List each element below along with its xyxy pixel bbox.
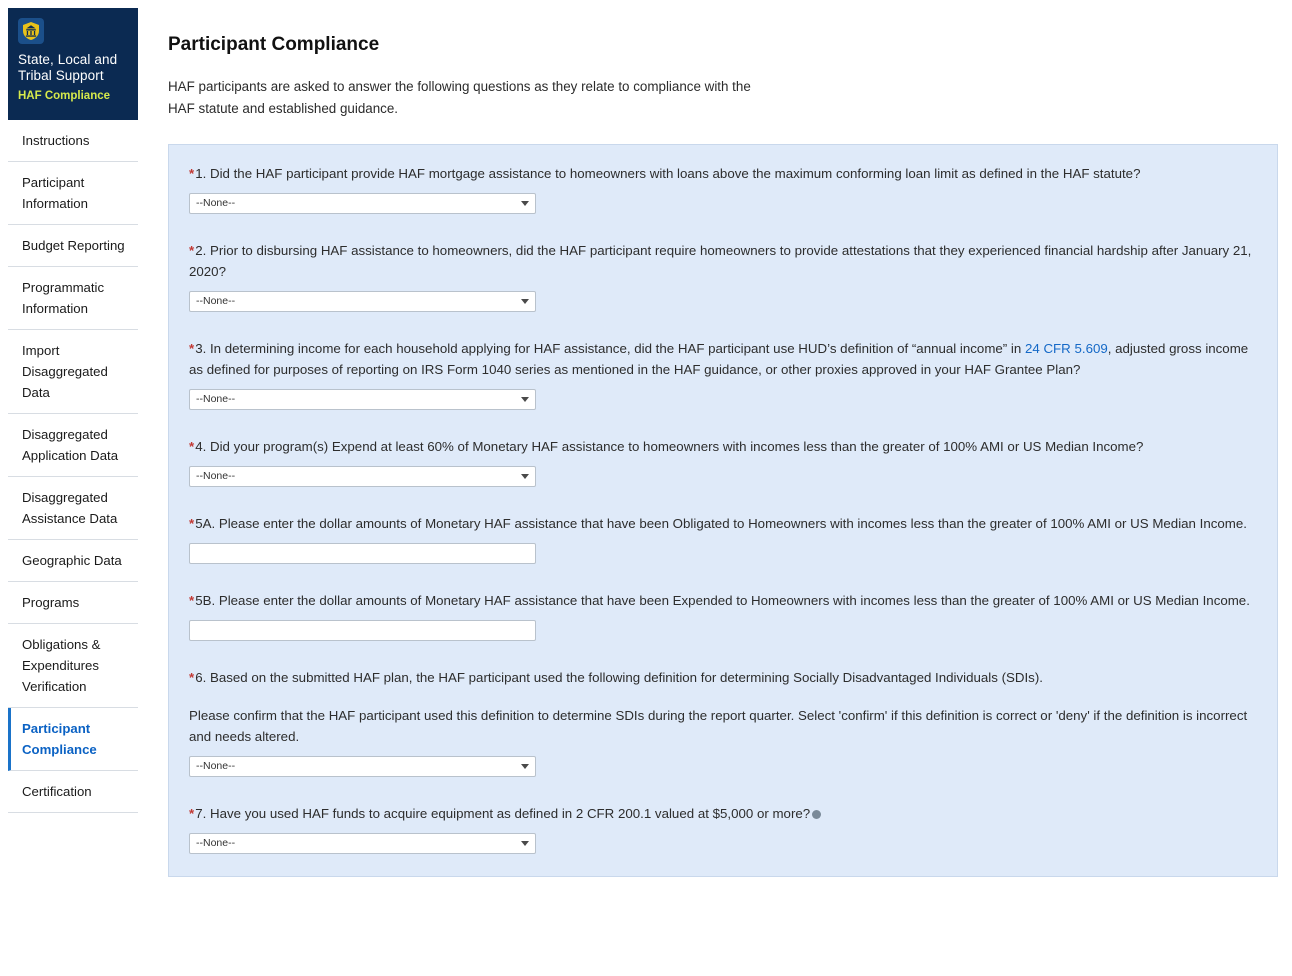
question-q5a-text: [189, 513, 1259, 534]
brand-title: State, Local and Tribal Support: [18, 52, 118, 83]
question-q1: [189, 163, 1259, 214]
sidebar-nav: [8, 120, 138, 813]
question-q3: [189, 338, 1259, 410]
question-q7: [189, 803, 1259, 854]
intro-line-1: HAF participants are asked to answer the following questions as they relate to compliance with the: [168, 79, 751, 94]
question-q4-text: [189, 436, 1259, 457]
question-q6-select-wrap: [189, 756, 536, 777]
sidebar-item-obligations-expenditures-verification[interactable]: [8, 624, 138, 708]
question-q2-text: [189, 240, 1259, 282]
required-asterisk: *: [189, 806, 195, 821]
question-q2-select-wrap: [189, 291, 536, 312]
sidebar-item-participant-information[interactable]: [8, 162, 138, 225]
question-q5b: [189, 590, 1259, 641]
required-asterisk: *: [189, 670, 195, 685]
sidebar-item-label: Participant Compliance: [22, 721, 97, 757]
question-q2-select[interactable]: [189, 291, 536, 312]
question-q1-select-wrap: [189, 193, 536, 214]
required-asterisk: *: [189, 341, 195, 356]
question-q4-label: 4. Did your program(s) Expend at least 60% of Monetary HAF assistance to homeowners with incomes less than the greater of 100% AMI or US Median Income?: [195, 439, 1144, 454]
sidebar-item-label: Disaggregated Application Data: [22, 427, 119, 463]
sidebar-item-label: Obligations & Expenditures Verification: [22, 637, 101, 694]
question-q3-text-part2: , adjusted gross income as defined for purposes of reporting on IRS Form 1040 series as mentioned in the HAF guidance, or other proxies approved in your HAF Grantee Plan?: [189, 341, 1249, 377]
question-q1-text: [189, 163, 1259, 184]
question-q6-text-secondary: Please confirm that the HAF participant used this definition to determine SDIs during the report quarter. Select 'confirm' if this definition is correct or 'deny' if the definition is incorrect and needs altered.: [189, 708, 1248, 744]
sidebar-item-participant-compliance[interactable]: [8, 708, 138, 771]
question-q4-select-wrap: [189, 466, 536, 487]
sidebar-item-label: Certification: [22, 784, 92, 799]
question-q2: [189, 240, 1259, 312]
sidebar-item-disaggregated-assistance-data[interactable]: [8, 477, 138, 540]
question-q5a-input[interactable]: [189, 543, 536, 564]
required-asterisk: *: [189, 166, 195, 181]
required-asterisk: *: [189, 439, 195, 454]
intro-text: [168, 76, 868, 120]
brand-subtitle: HAF Compliance: [18, 90, 111, 102]
sidebar-item-geographic-data[interactable]: [8, 540, 138, 582]
question-q7-select[interactable]: [189, 833, 536, 854]
question-q3-text-part1: 3. In determining income for each household applying for HAF assistance, did the HAF participant use HUD’s definition of “annual income” in: [195, 341, 1025, 356]
sidebar-item-label: Disaggregated Assistance Data: [22, 490, 118, 526]
question-q7-text: [189, 803, 1259, 824]
question-q5a: [189, 513, 1259, 564]
question-q4: [189, 436, 1259, 487]
shield-bank-icon: [18, 18, 44, 44]
main-content: [168, 0, 1292, 877]
brand-header: [8, 8, 138, 120]
question-q6-select[interactable]: [189, 756, 536, 777]
question-q1-label: 1. Did the HAF participant provide HAF mortgage assistance to homeowners with loans above the maximum conforming loan limit as defined in the HAF statute?: [195, 166, 1141, 181]
sidebar-item-programmatic-information[interactable]: [8, 267, 138, 330]
sidebar-item-programs[interactable]: [8, 582, 138, 624]
required-asterisk: *: [189, 516, 195, 531]
sidebar-item-label: Geographic Data: [22, 553, 122, 568]
page-title: Participant Compliance: [168, 34, 380, 55]
intro-line-2: HAF statute and established guidance.: [168, 101, 399, 116]
question-q3-text: [189, 338, 1259, 380]
sidebar-item-label: Programs: [22, 595, 80, 610]
sidebar-item-label: Import Disaggregated Data: [22, 343, 108, 400]
question-q5b-label: 5B. Please enter the dollar amounts of Monetary HAF assistance that have been Expended to Homeowners with incomes less than the greater of 100% AMI or US Median Income.: [195, 593, 1250, 608]
required-asterisk: *: [189, 593, 195, 608]
question-q2-label: 2. Prior to disbursing HAF assistance to homeowners, did the HAF participant require homeowners to provide attestations that they experienced financial hardship after January 21, 2020?: [189, 243, 1252, 279]
sidebar-item-import-disaggregated-data[interactable]: [8, 330, 138, 414]
required-asterisk: *: [189, 243, 195, 258]
sidebar-item-instructions[interactable]: [8, 120, 138, 162]
sidebar-item-budget-reporting[interactable]: [8, 225, 138, 267]
question-q3-select[interactable]: [189, 389, 536, 410]
compliance-questions-panel: [168, 144, 1278, 877]
question-q6-label: 6. Based on the submitted HAF plan, the HAF participant used the following definition for determining Socially Disadvantaged Individuals (SDIs).: [195, 670, 1043, 685]
question-q5a-label: 5A. Please enter the dollar amounts of Monetary HAF assistance that have been Obligated to Homeowners with incomes less than the greater of 100% AMI or US Median Income.: [195, 516, 1247, 531]
question-q5b-input[interactable]: [189, 620, 536, 641]
question-q7-select-wrap: [189, 833, 536, 854]
question-q7-label: 7. Have you used HAF funds to acquire equipment as defined in 2 CFR 200.1 valued at $5,000 or more?: [195, 806, 811, 821]
sidebar-item-label: Budget Reporting: [22, 238, 125, 253]
question-q4-select[interactable]: [189, 466, 536, 487]
sidebar-item-label: Participant Information: [22, 175, 88, 211]
sidebar-item-label: Instructions: [22, 133, 90, 148]
cfr-reference-link[interactable]: 24 CFR 5.609: [1024, 341, 1108, 356]
question-q3-select-wrap: [189, 389, 536, 410]
question-q6: [189, 667, 1259, 777]
sidebar: [8, 8, 138, 813]
help-info-icon[interactable]: [812, 810, 821, 819]
sidebar-item-disaggregated-application-data[interactable]: [8, 414, 138, 477]
sidebar-item-label: Programmatic Information: [22, 280, 105, 316]
sidebar-item-certification[interactable]: [8, 771, 138, 813]
question-q5b-text: [189, 590, 1259, 611]
question-q6-text: [189, 667, 1259, 688]
question-q1-select[interactable]: [189, 193, 536, 214]
